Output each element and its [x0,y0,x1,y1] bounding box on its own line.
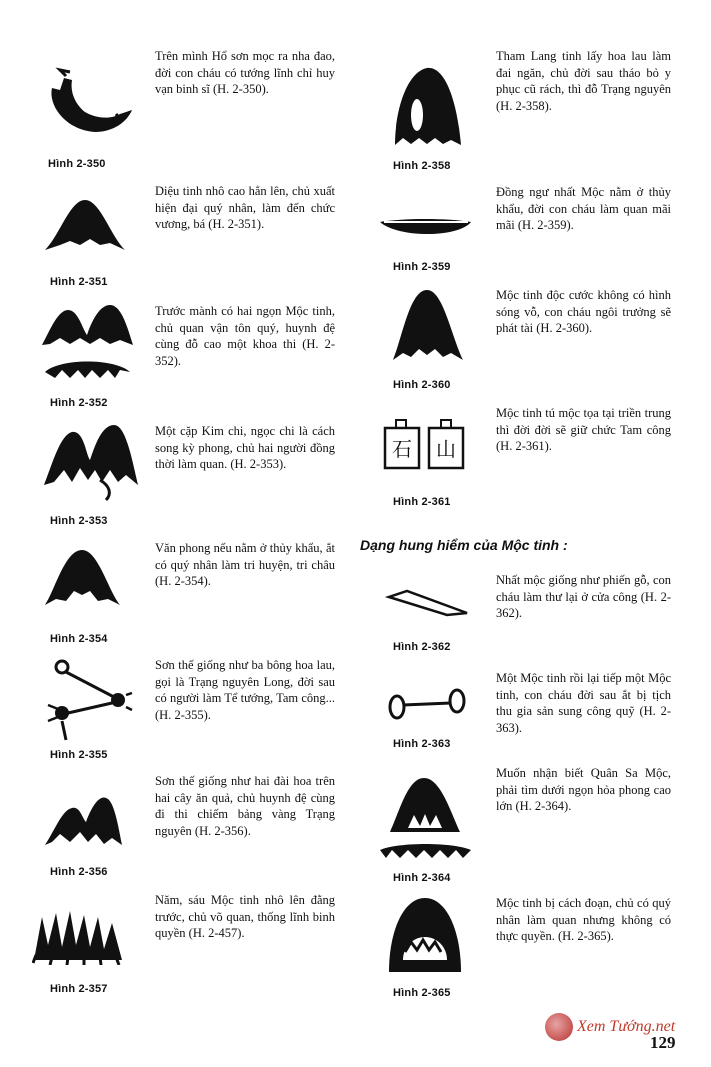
figure-description: Mộc tinh tú mộc tọa tại triền trung thì đời đời sẽ giữ chức Tam công (H. 2-361). [496,406,671,453]
figure-2-361-drawing [381,418,471,478]
figure-2-362-drawing [385,585,470,625]
figure-description: Một Mộc tinh rồi lại tiếp một Mộc tinh, con cháu đời sau ắt bị tịch thu gia sản sung công quỹ (H. 2-363). [496,671,671,735]
figure-description: Mộc tinh bị cách đoạn, chủ có quý nhân làm quan nhưng không có thực quyền. (H. 2-365). [496,896,671,943]
figure-caption: Hình 2-354 [50,633,108,645]
glyph-mountain: 山 [436,437,456,461]
figure-caption: Hình 2-360 [393,379,451,391]
figure-caption: Hình 2-364 [393,872,451,884]
figure-description: Mộc tinh độc cước không có hình sóng vỗ, con cháu ngôi trưởng sẽ phát tài (H. 2-360). [496,288,671,335]
figure-description: Sơn thế giống như ba bông hoa lau, gọi là Trạng nguyên Long, đời sau có người làm Tể tướng, Tam công... (H. 2-355). [155,658,335,722]
figure-caption: Hình 2-352 [50,397,108,409]
figure-2-353-drawing [40,420,140,505]
figure-caption: Hình 2-350 [48,158,106,170]
figure-caption: Hình 2-356 [50,866,108,878]
figure-caption: Hình 2-353 [50,515,108,527]
figure-2-363-drawing [385,685,470,725]
figure-description: Năm, sáu Mộc tinh nhô lên đằng trước, chủ võ quan, thống lĩnh binh quyền (H. 2-457). [155,893,335,940]
figure-caption: Hình 2-355 [50,749,108,761]
figure-2-354-drawing [40,545,125,615]
figure-description: Diệu tinh nhô cao hẳn lên, chủ xuất hiện đại quý nhân, làm đến chức vương, bá (H. 2-351). [155,184,335,231]
glyph-stone: 石 [392,437,412,461]
figure-description: Sơn thế giống như hai đài hoa trên hai cây ăn quả, chủ huynh đệ cùng đi thi chiếm bảng vàng Trạng nguyên (H. 2-356). [155,774,335,838]
figure-description: Văn phong nếu nằm ở thủy khẩu, ắt có quý nhân làm tri huyện, tri châu (H. 2-354). [155,541,335,588]
figure-2-365-drawing [383,892,468,982]
figure-2-358-drawing [385,60,470,150]
figure-description: Nhất mộc giống như phiến gỗ, con cháu làm thư lại ở cửa công (H. 2-362). [496,573,671,620]
figure-2-351-drawing [40,195,130,265]
figure-caption: Hình 2-358 [393,160,451,172]
figure-description: Đồng ngư nhất Mộc nằm ở thủy khẩu, đời con cháu làm quan mãi mãi (H. 2-359). [496,185,671,232]
figure-caption: Hình 2-361 [393,496,451,508]
watermark-text: Xem Tướng.net [577,1018,676,1035]
figure-description: Muốn nhận biết Quân Sa Mộc, phải tìm dưới ngọn hỏa phong cao lớn (H. 2-364). [496,766,671,813]
figure-description: Trước mành có hai ngọn Mộc tinh, chủ quan vận tôn quý, huynh đệ cùng đỗ cao một khoa thi (H. 2-352). [155,304,335,368]
figure-2-357-drawing [32,905,132,965]
figure-2-352-drawing [40,300,135,390]
figure-2-359-drawing [378,210,473,250]
figure-2-350-drawing [40,60,140,140]
figure-description: Một cặp Kim chi, ngọc chi là cách song kỳ phong, chủ hai người đồng thời làm quan. (H. 2-353). [155,424,335,471]
page-number: 129 [650,1033,676,1052]
figure-caption: Hình 2-363 [393,738,451,750]
figure-2-356-drawing [40,790,125,850]
figure-caption: Hình 2-362 [393,641,451,653]
figure-2-364-drawing [378,770,473,865]
figure-2-360-drawing [385,285,470,365]
figure-caption: Hình 2-357 [50,983,108,995]
section-title: Dạng hung hiểm của Mộc tinh : [360,537,568,553]
figure-caption: Hình 2-365 [393,987,451,999]
figure-description: Trên mình Hổ sơn mọc ra nha đao, đời con cháu có tướng lĩnh chỉ huy vạn binh sĩ (H. 2-350). [155,49,335,96]
figure-description: Tham Lang tinh lấy hoa lau làm đai ngăn, chủ đời sau tháo bỏ y phục cũ rách, thì đỗ Trạng nguyên (H. 2-358). [496,49,671,113]
yin-yang-icon [545,1013,573,1041]
figure-caption: Hình 2-351 [50,276,108,288]
figure-2-355-drawing [40,655,135,745]
figure-caption: Hình 2-359 [393,261,451,273]
